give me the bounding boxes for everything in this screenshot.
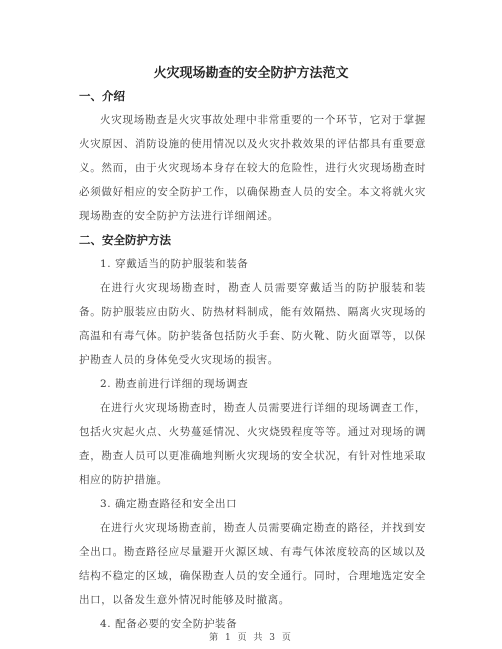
page-footer: 第 1 页 共 3 页 [209,633,293,643]
method-item-paragraph: 在进行火灾现场勘查前，勘查人员需要确定勘查的路径，并找到安全出口。勘查路径应尽量避开火源区域、有毒气体浓度较高的区域以及结构不稳定的区域，确保勘查人员的安全通行。同时，合理地选定安全出口，以备发生意外情况时能够及时撤离。 [79,522,426,606]
section-heading-methods: 二、安全防护方法 [79,233,171,247]
document-title: 火灾现场勘查的安全防护方法范文 [153,66,349,81]
method-item-label: 3. 确定勘查路径和安全出口 [100,498,238,510]
document-body [79,84,426,636]
method-item-label: 2. 勘查前进行详细的现场调查 [100,378,249,390]
method-item-label: 1. 穿戴适当的防护服装和装备 [100,258,249,270]
intro-paragraph: 火灾现场勘查是火灾事故处理中非常重要的一个环节，它对于掌握火灾原因、消防设施的使用情况以及火灾扑救效果的评估都具有重要意义。然而，由于火灾现场本身存在较大的危险性，进行火灾现场勘查时必须做好相应的安全防护工作，以确保勘查人员的安全。本文将就火灾现场勘查的安全防护方法进行详细阐述。 [79,114,426,222]
section-heading-intro: 一、介绍 [79,89,125,103]
method-item-label: 4. 配备必要的安全防护装备 [100,618,238,630]
method-item-paragraph: 在进行火灾现场勘查时，勘查人员需要穿戴适当的防护服装和装备。防护服装应由防火、防热材料制成，能有效隔热、隔离火灾现场的高温和有毒气体。防护装备包括防火手套、防火靴、防火面罩等，以保护勘查人员的身体免受火灾现场的损害。 [79,282,426,366]
method-item-paragraph: 在进行火灾现场勘查时，勘查人员需要进行详细的现场调查工作，包括火灾起火点、火势蔓延情况、火灾烧毁程度等等。通过对现场的调查，勘查人员可以更准确地判断火灾现场的安全状况，有针对性地采取相应的防护措施。 [79,402,426,486]
